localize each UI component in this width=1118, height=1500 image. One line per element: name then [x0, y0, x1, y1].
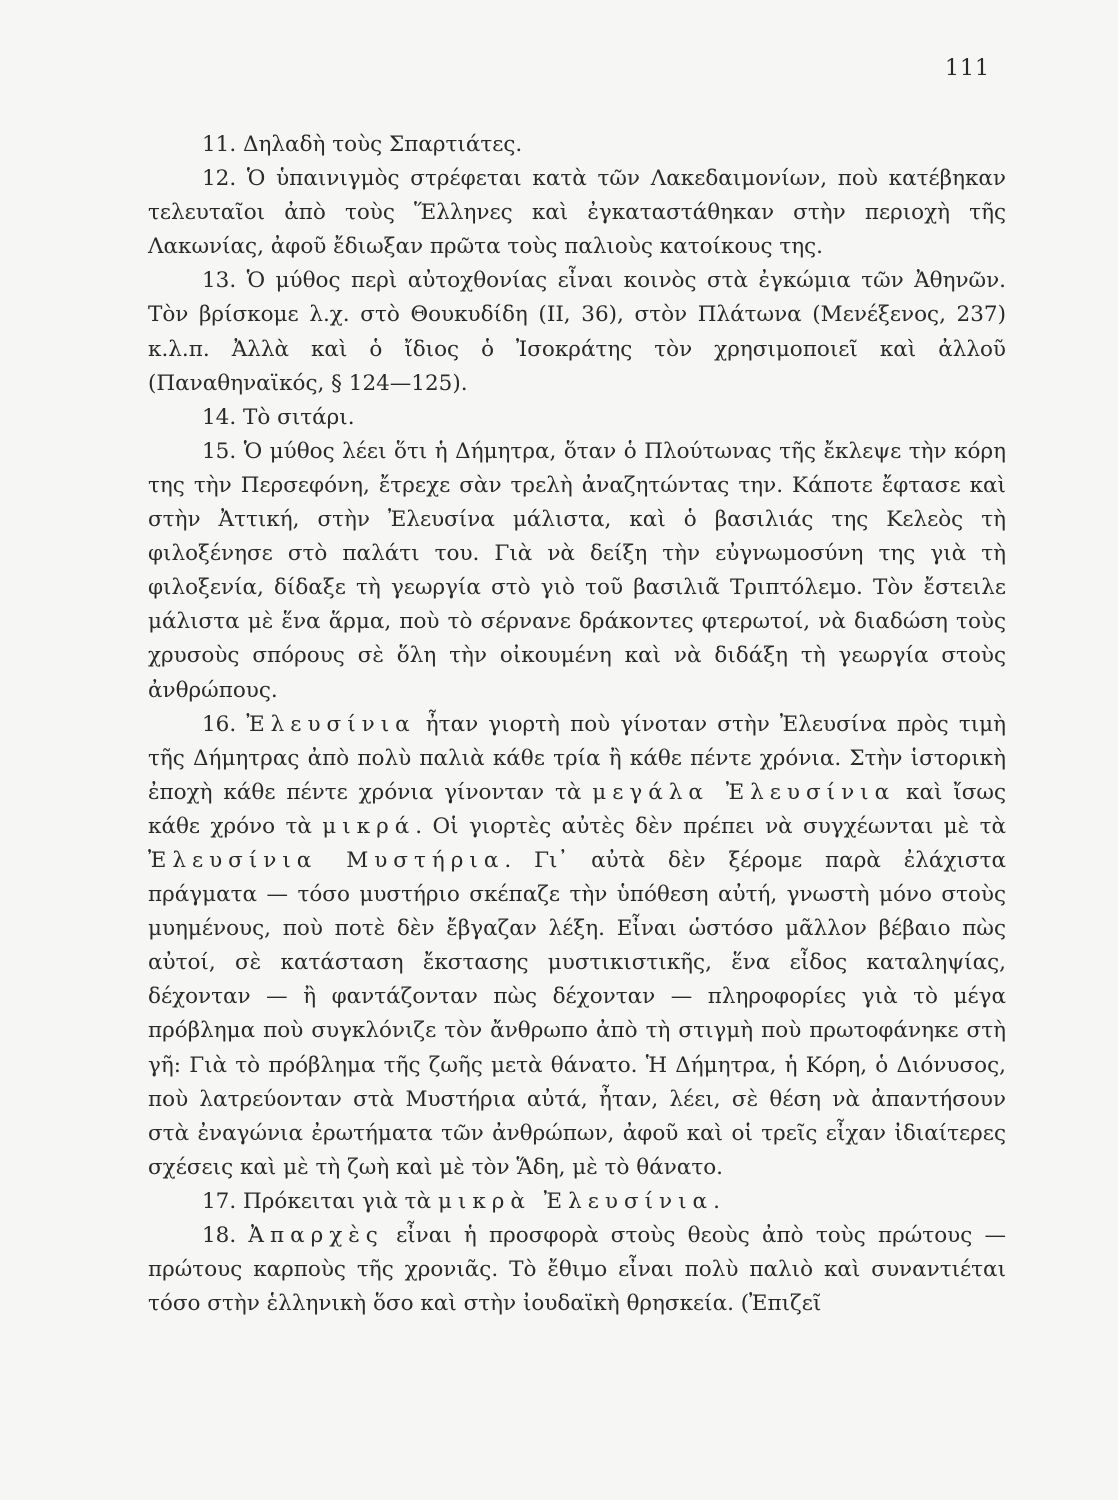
spaced-term-mikra-eleusinia: μικρὰ Ἐλευσίνια	[437, 1188, 714, 1214]
page-number: 111	[945, 56, 990, 81]
spaced-term-mikra: μικρά	[322, 813, 416, 839]
note-16-text: ἦταν γιορτὴ ποὺ γίνοταν στὴν Ἐλευσίνα πρὸς τιμὴ τῆς Δήμητρας ἀπὸ πολὺ παλιὰ κάθε τρία ἢ κάθε πέντε χρόνια. Στὴν ἱστορικὴ ἐποχὴ κάθε πέντε χρόνια γίνονταν τὰ	[148, 711, 1006, 805]
note-16-text: καὶ ἴσως κάθε χρόνο τὰ	[148, 779, 1007, 839]
endnotes-list	[148, 128, 1006, 1321]
note-16-text: . Γι᾽ αὐτὰ δὲν ξέρομε παρὰ ἐλάχιστα πράγματα — τόσο μυστήριο σκέπαζε τὴν ὑπόθεση αὐτή, γνωστὴ μόνο στοὺς μυημένους, ποὺ ποτὲ δὲν ἔβγαζαν λέξη. Εἶναι ὡστόσο μᾶλλον βέβαιο πὼς αὐτοί, σὲ κατάσταση ἔκστασης μυστικιστικῆς, ἕνα εἶδος καταληψίας, δέχονταν — ἢ φαντάζονταν πὼς δέχονταν — πληροφορίες γιὰ τὸ μέγα πρόβλημα ποὺ συγκλόνιζε τὸν ἄνθρωπο ἀπὸ τὴ στιγμὴ ποὺ πρωτοφάνηκε στὴ γῆ: Γιὰ τὸ πρόβλημα τῆς ζωῆς μετὰ θάνατο. Ἡ Δήμητρα, ἡ Κόρη, ὁ Διόνυσος, ποὺ λατρεύονταν στὰ Μυστήρια αὐτά, ἦταν, λέει, σὲ θέση νὰ ἀπαντήσουν στὰ ἐναγώνια ἐρωτήματα τῶν ἀνθρώπων, ἀφοῦ καὶ οἱ τρεῖς εἶχαν ἰδιαίτερες σχέσεις καὶ μὲ τὴ ζωὴ καὶ μὲ τὸν Ἅδη, μὲ τὸ θάνατο.	[148, 847, 1006, 1180]
spaced-term-aparches: Ἀπαρχὲς	[248, 1223, 384, 1248]
note-15: 15. Ὁ μύθος λέει ὅτι ἡ Δήμητρα, ὅταν ὁ Πλούτωνας τῆς ἔκλεψε τὴν κόρη της τὴν Περσεφόνη, ἔτρεχε σὰν τρελὴ ἀναζητώντας την. Κάποτε ἔφτασε καὶ στὴν Ἀττική, στὴν Ἐλευσίνα μάλιστα, καὶ ὁ βασιλιάς της Κελεὸς τὴ φιλοξένησε στὸ παλάτι του. Γιὰ νὰ δείξη τὴν εὐγνωμοσύνη της γιὰ τὴ φιλοξενία, δίδαξε τὴ γεωργία στὸ γιὸ τοῦ βασιλιᾶ Τριπτόλεμο. Τὸν ἔστειλε μάλιστα μὲ ἕνα ἅρμα, ποὺ τὸ σέρνανε δράκοντες φτερωτοί, νὰ διαδώση τοὺς χρυσοὺς σπόρους σὲ ὅλη τὴν οἰκουμένη καὶ νὰ διδάξη τὴ γεωργία στοὺς ἀνθρώπους.	[148, 438, 1006, 703]
note-18-number: 18.	[202, 1223, 249, 1248]
note-12: 12. Ὁ ὑπαινιγμὸς στρέφεται κατὰ τῶν Λακεδαιμονίων, ποὺ κατέβηκαν τελευταῖοι ἀπὸ τοὺς Ἕλληνες καὶ ἐγκαταστάθηκαν στὴν περιοχὴ τῆς Λακωνίας, ἀφοῦ ἔδιωξαν πρῶτα τοὺς παλιοὺς κατοίκους της.	[148, 166, 1006, 260]
spaced-term-eleusinia-mysteria: Ἐλευσίνια Μυστήρια	[148, 847, 505, 873]
note-18	[148, 1219, 1006, 1321]
note-11: 11. Δηλαδὴ τοὺς Σπαρτιάτες.	[202, 132, 523, 157]
spaced-term-megala-eleusinia: μεγάλα Ἐλευσίνια	[592, 779, 896, 805]
spaced-term-eleusinia: Ἐλευσίνια	[246, 711, 416, 737]
note-17-text: .	[713, 1188, 720, 1214]
note-16-text: . Οἱ γιορτὲς αὐτὲς δὲν πρέπει νὰ συγχέωνται μὲ τὰ	[415, 813, 1006, 839]
note-14: 14. Τὸ σιτάρι.	[202, 404, 355, 430]
note-16	[148, 708, 1006, 1185]
note-16-number: 16.	[202, 711, 247, 737]
note-13: 13. Ὁ μύθος περὶ αὐτοχθονίας εἶναι κοινὸς στὰ ἐγκώμια τῶν Ἀθηνῶν. Τὸν βρίσκομε λ.χ. στὸ Θουκυδίδη (II, 36), στὸν Πλάτωνα (Μενέξενος, 237) κ.λ.π. Ἀλλὰ καὶ ὁ ἴδιος ὁ Ἰσοκράτης τὸν χρησιμοποιεῖ καὶ ἀλλοῦ (Παναθηναϊκός, § 124—125).	[148, 268, 1006, 396]
note-17-text: 17. Πρόκειται γιὰ τὰ	[202, 1188, 438, 1214]
note-17	[148, 1185, 1006, 1219]
note-18-text: εἶναι ἡ προσφορὰ στοὺς θεοὺς ἀπὸ τοὺς πρώτους —πρώτους καρποὺς τῆς χρονιᾶς. Τὸ ἔθιμο εἶναι πολὺ παλιὸ καὶ συναντιέται τόσο στὴν ἑλληνικὴ ὅσο καὶ στὴν ἰουδαϊκὴ θρησκεία. (Ἐπιζεῖ	[148, 1223, 1006, 1317]
